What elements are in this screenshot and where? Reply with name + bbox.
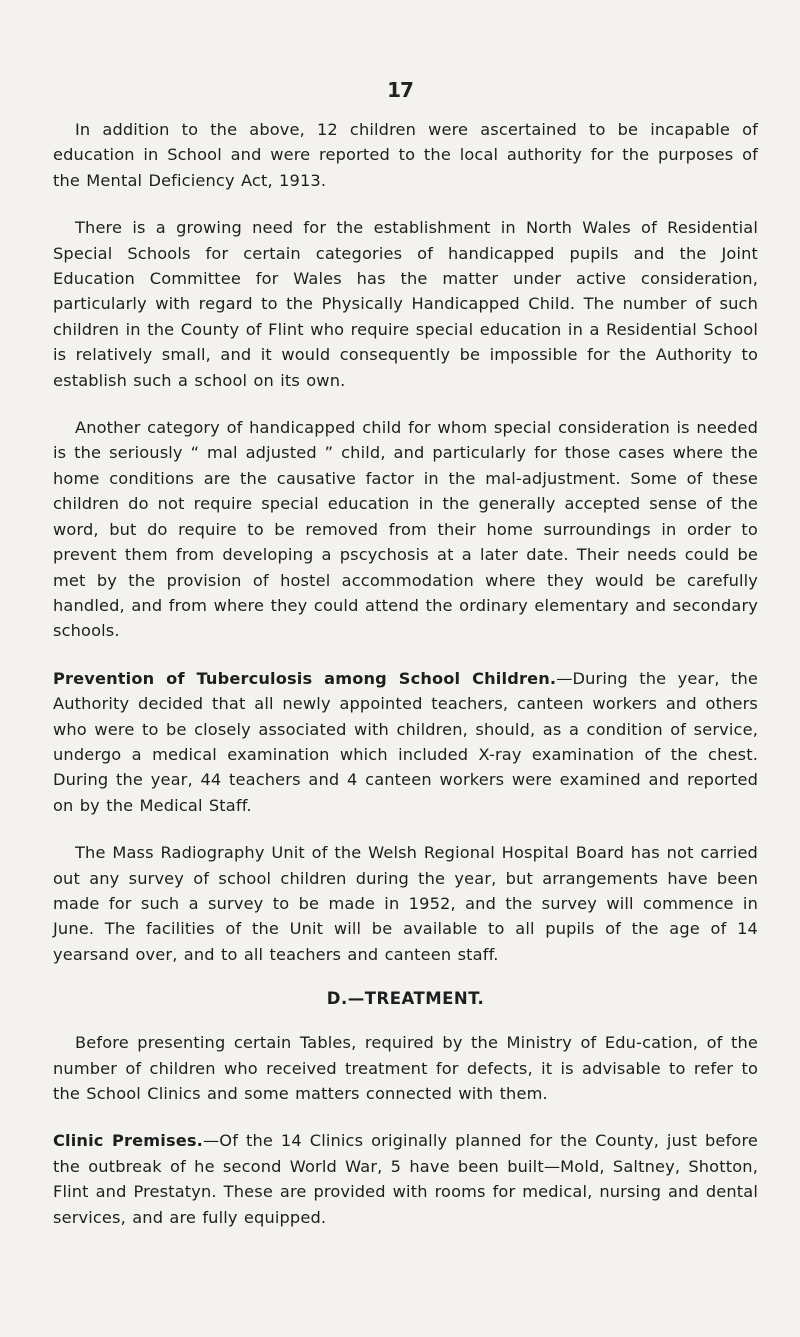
- paragraph-maladjusted: [53, 415, 758, 644]
- run-in-heading: Clinic Premises.: [53, 1131, 203, 1151]
- paragraph-text: —Of the 14 Clinics originally planned for the County, just before the outbreak of he second World War, 5 have been built—Mold, Saltney, Shotton, Flint and Prestatyn. These are provided with rooms for medical, nursing and dental services, and are fully equipped.: [53, 1131, 758, 1227]
- document-body: [53, 117, 758, 1252]
- paragraph-radiography: [53, 840, 758, 967]
- paragraph-clinic-premises: [53, 1128, 758, 1230]
- paragraph-text: In addition to the above, 12 children were ascertained to be incapable of education in School and were reported to the local authority for the purposes of the Mental Deficiency Act, 1913.: [53, 120, 758, 190]
- paragraph-tables-intro: [53, 1030, 758, 1106]
- section-heading-treatment: D.—TREATMENT.: [326, 989, 485, 1009]
- paragraph-ascertainment: [53, 117, 758, 193]
- paragraph-text: —During the year, the Authority decided that all newly appointed teachers, canteen workers and others who were to be closely associated with children, should, as a condition of service, undergo a medical examination which included X-ray examination of the chest. During the year, 44 teachers and 4 canteen workers were examined and reported on by the Medical Staff.: [53, 668, 759, 815]
- paragraph-text: Another category of handicapped child for whom special consideration is needed is the seriously “ mal adjusted ” child, and particularly for those cases where the home conditions are the causative factor in the mal-adjustment. Some of these children do not require special education in the generally accepted sense of the word, but do require to be removed from their home surroundings in order to prevent them from developing a pscychosis at a later date. Their needs could be met by the provision of hostel accommodation where they would be carefully handled, and from where they could attend the ordinary elementary and secondary schools.: [53, 418, 758, 641]
- paragraph-residential-schools: [53, 215, 758, 393]
- paragraph-tuberculosis: [53, 666, 758, 818]
- paragraph-text: The Mass Radiography Unit of the Welsh Regional Hospital Board has not carried out any survey of school children during the year, but arrangements have been made for such a survey to be made in 1952, and the survey will commence in June. The facilities of the Unit will be available to all pupils of the age of 14 yearsand over, and to all teachers and canteen staff.: [53, 843, 758, 964]
- paragraph-text: Before presenting certain Tables, required by the Ministry of Edu-cation, of the number of children who received treatment for defects, it is advisable to refer to the School Clinics and some matters connected with them.: [53, 1033, 758, 1103]
- paragraph-text: There is a growing need for the establishment in North Wales of Residential Special Schools for certain categories of handicapped pupils and the Joint Education Committee for Wales has the matter under active consideration, particularly with regard to the Physically Handicapped Child. The number of such children in the County of Flint who require special education in a Residential School is relatively small, and it would consequently be impossible for the Authority to establish such a school on its own.: [53, 218, 758, 390]
- run-in-heading: Prevention of Tuberculosis among School Children.: [53, 668, 557, 688]
- page-number: 17: [387, 78, 413, 102]
